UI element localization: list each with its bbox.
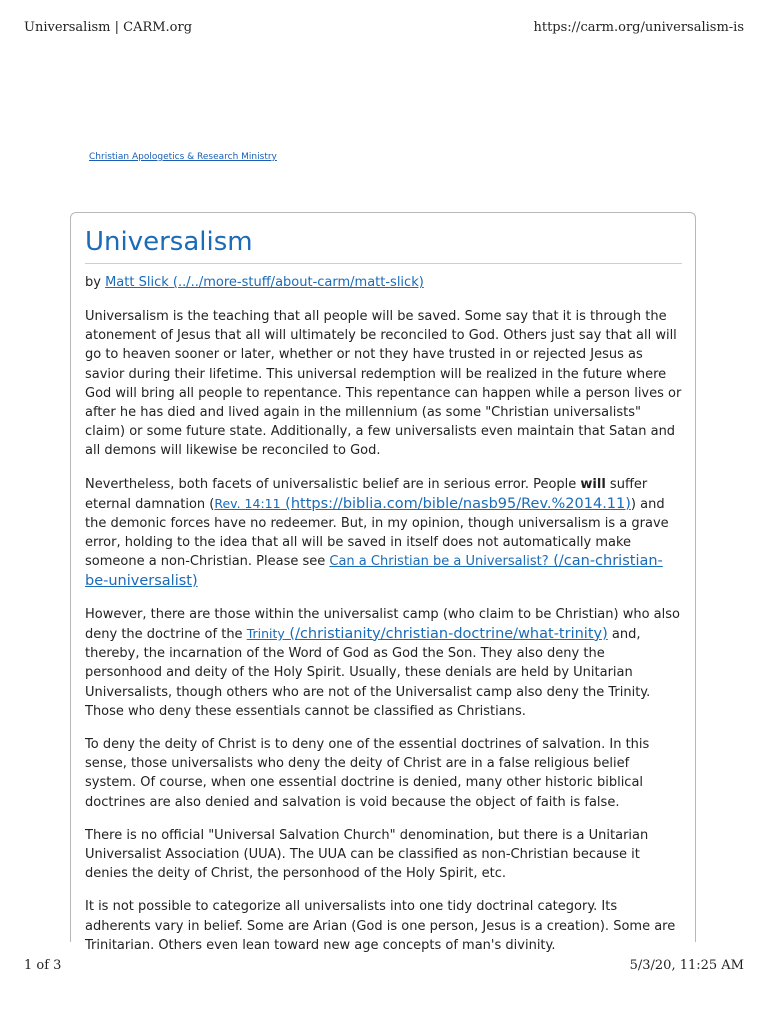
author-href: (../../more-stuff/about-carm/matt-slick)	[172, 275, 424, 290]
page-counter: 1 of 3	[24, 958, 62, 973]
cu-link-href: (/can-christian-be-universalist)	[85, 553, 663, 589]
paragraph-3	[85, 605, 682, 721]
p2-text-a: Nevertheless, both facets of universalistic belief are in serious error. People	[85, 476, 581, 492]
print-page-title: Universalism | CARM.org	[24, 20, 193, 35]
paragraph-2	[85, 475, 682, 591]
print-page-url: https://carm.org/universalism-is	[533, 20, 744, 35]
p2-text-b: suffer eternal damnation (	[85, 476, 648, 512]
ministry-home-link[interactable]: Christian Apologetics & Research Ministry	[89, 152, 277, 162]
paragraph-6: It is not possible to categorize all universalists into one tidy doctrinal category. Its adherents vary in belief. Some are Arian (God is one person, Jesus is a creation). Some are Trinitarian. Others even lean toward new age concepts of man's divinity.	[85, 899, 676, 953]
p3-text-a: However, there are those within the universalist camp (who claim to be Christian) who also deny the doctrine of the	[85, 606, 680, 643]
paragraph-1: Universalism is the teaching that all people will be saved. Some say that it is through the atonement of Jesus that all will ultimately be reconciled to God. Others just say that all will go to heaven sooner or later, whether or not they have trusted in or rejected Jesus as savior during their lifetime. This universal redemption will be realized in the future where God will bring all people to repentance. This repentance can happen while a person lives or after he has died and lived again in the millennium (as some "Christian universalists" claim) or some future state. Additionally, a few universalists even maintain that Satan and all demons will likewise be reconciled to God.	[85, 309, 682, 459]
p2-bold-will: will	[580, 476, 606, 492]
print-datetime: 5/3/20, 11:25 AM	[629, 958, 744, 973]
article-title: Universalism	[85, 225, 682, 264]
rev-link-label: Rev. 14:11	[214, 495, 281, 511]
author-name: Matt Slick	[105, 275, 169, 290]
p2-text-c: ) and the demonic forces have no redeemer. But, in my opinion, though universalism is a grave error, holding to the idea that all will be saved in itself does not automatically make someone a non-Christian. Please see	[85, 496, 669, 570]
cu-link-label: Can a Christian be a Universalist?	[329, 554, 549, 570]
paragraph-4: To deny the deity of Christ is to deny one of the essential doctrines of salvation. In this sense, those universalists who deny the deity of Christ are in a false religious belief system. Of course, when one essential doctrine is denied, many other historic biblical doctrines are also denied and salvation is void because the object of faith is false.	[85, 737, 650, 810]
byline-prefix: by	[85, 275, 106, 290]
trinity-link-label: Trinity	[246, 626, 285, 642]
trinity-link[interactable]	[247, 627, 608, 642]
paragraph-5: There is no official "Universal Salvation Church" denomination, but there is a Unitarian Universalist Association (UUA). The UUA can be classified as non-Christian because it denies the deity of Christ, the personhood of the Holy Spirit, etc.	[85, 827, 649, 882]
trinity-link-href: (/christianity/christian-doctrine/what-trinity)	[284, 626, 608, 643]
byline	[85, 273, 682, 293]
p3-text-b: and, thereby, the incarnation of the Word of God as God the Son. They also deny the personhood and deity of the Holy Spirit. Usually, these denials are held by Unitarian Universalists, though others who are not of the Universalist camp also deny the Trinity. Those who deny these essentials cannot be classified as Christians.	[85, 627, 651, 719]
author-link[interactable]	[105, 275, 424, 290]
print-header	[24, 20, 744, 38]
rev-14-11-link[interactable]	[214, 497, 631, 512]
rev-link-href: (https://biblia.com/bible/nasb95/Rev.%2014.11)	[280, 495, 631, 512]
print-footer	[24, 958, 744, 976]
article-card	[70, 212, 696, 953]
